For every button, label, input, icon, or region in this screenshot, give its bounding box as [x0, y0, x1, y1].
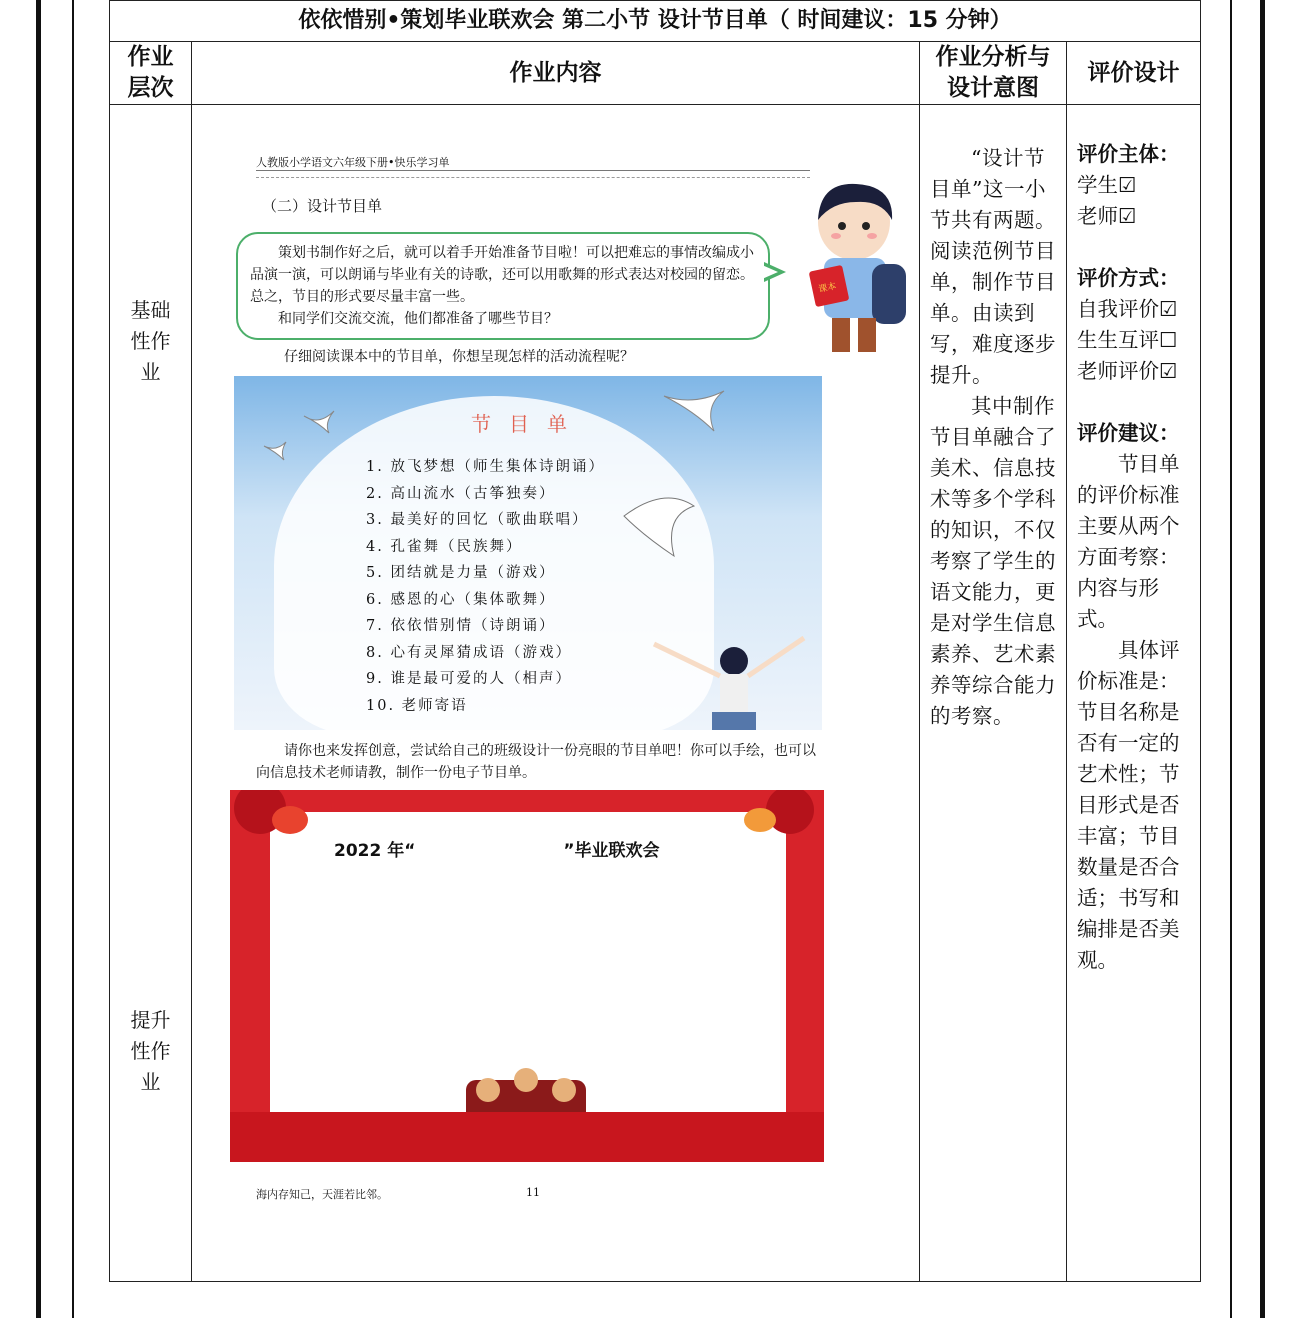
student-illustration	[802, 180, 912, 355]
program-item: 10. 老师寄语	[366, 697, 468, 714]
program-list	[366, 454, 605, 719]
eval-subject-heading: 评价主体：	[1077, 142, 1180, 166]
header-content: 作业内容	[192, 42, 920, 105]
table-title: 依依惜别•策划毕业联欢会 第二小节 设计节目单（ 时间建议：15 分钟）	[110, 1, 1201, 42]
analysis-paragraph-2: 其中制作节目单融合了美术、信息技术等多个学科的知识，不仅考察了学生的语文能力，更是对学生信息素养、艺术素养等综合能力的考察。	[930, 394, 1056, 728]
bubble-text-2: 和同学们交流交流，他们都准备了哪些节目？	[278, 311, 558, 327]
prompt-read: 仔细阅读课本中的节目单，你想呈现怎样的活动流程呢？	[284, 349, 634, 365]
program-item: 3. 最美好的回忆（歌曲联唱）	[366, 512, 589, 528]
svg-text:课本: 课本	[817, 281, 838, 296]
header-evaluation: 评价设计	[1067, 42, 1201, 105]
eval-advice-heading: 评价建议：	[1077, 421, 1180, 445]
eval-subject-teacher: 老师☑	[1077, 204, 1137, 228]
program-item: 1. 放飞梦想（师生集体诗朗诵）	[366, 459, 605, 475]
eval-subject-student: 学生☑	[1077, 173, 1137, 197]
left-border-thin	[72, 0, 74, 1318]
page-header: 人教版小学语文六年级下册•快乐学习单	[256, 156, 450, 169]
analysis-paragraph-1: “设计节目单”这一小节共有两题。阅读范例节目单，制作节目单。由读到写，难度逐步提升。	[930, 146, 1056, 387]
frame-title: 2022 年“ ”毕业联欢会	[334, 841, 660, 861]
analysis-cell	[920, 105, 1067, 1282]
eval-method-heading: 评价方式：	[1077, 266, 1180, 290]
header-analysis: 作业分析与 设计意图	[920, 42, 1067, 105]
program-example-image	[234, 376, 822, 730]
right-border-thick	[1260, 0, 1265, 1318]
level-advanced: 提升 性作 业	[130, 1008, 171, 1094]
header-level: 作业 层次	[110, 42, 192, 105]
program-item: 8. 心有灵犀猜成语（游戏）	[366, 644, 572, 661]
right-border-thin	[1230, 0, 1232, 1318]
evaluation-cell	[1067, 105, 1201, 1282]
bubble-tail-inner	[762, 265, 778, 279]
worksheet-page	[192, 0, 918, 1282]
level-basic: 基础 性作 业	[130, 298, 171, 384]
page-subtitle: （二）设计节目单	[262, 197, 383, 215]
program-item: 5. 团结就是力量（游戏）	[366, 565, 556, 581]
program-title: 节目单	[471, 412, 585, 436]
eval-advice-1: 节目单的评价标准主要从两个方面考察：内容与形式。	[1077, 452, 1180, 631]
frame-bottom-band	[230, 1112, 824, 1162]
page-number: 11	[526, 1186, 540, 1199]
eval-method-self: 自我评价☑	[1077, 297, 1178, 321]
eval-advice-2: 具体评价标准是：节目名称是否有一定的艺术性；节目形式是否丰富；节目数量是否合适；书写和编排是否美观。	[1077, 638, 1180, 972]
level-column	[110, 105, 192, 1282]
eval-method-peer: 生生互评☐	[1077, 328, 1178, 352]
eval-method-teacher: 老师评价☑	[1077, 359, 1178, 383]
left-border-thick	[36, 0, 41, 1318]
speech-bubble	[236, 232, 770, 340]
program-item: 7. 依依惜别情（诗朗诵）	[366, 618, 556, 634]
page-rule	[256, 170, 810, 178]
program-item: 2. 高山流水（古筝独奏）	[366, 485, 556, 502]
bubble-text-1: 策划书制作好之后，就可以着手开始准备节目啦！可以把难忘的事情改编成小品演一演，可以朗诵与毕业有关的诗歌，还可以用歌舞的形式表达对校园的留恋。总之，节目的形式要尽量丰富一些。	[250, 245, 754, 305]
program-item: 9. 谁是最可爱的人（相声）	[366, 671, 572, 687]
program-item: 6. 感恩的心（集体歌舞）	[366, 591, 556, 608]
prompt-design: 请你也来发挥创意，尝试给自己的班级设计一份亮眼的节目单吧！你可以手绘，也可以向信息技术老师请教，制作一份电子节目单。	[256, 743, 816, 781]
page-footer: 海内存知己，天涯若比邻。	[256, 1188, 388, 1201]
program-item: 4. 孔雀舞（民族舞）	[366, 538, 523, 555]
